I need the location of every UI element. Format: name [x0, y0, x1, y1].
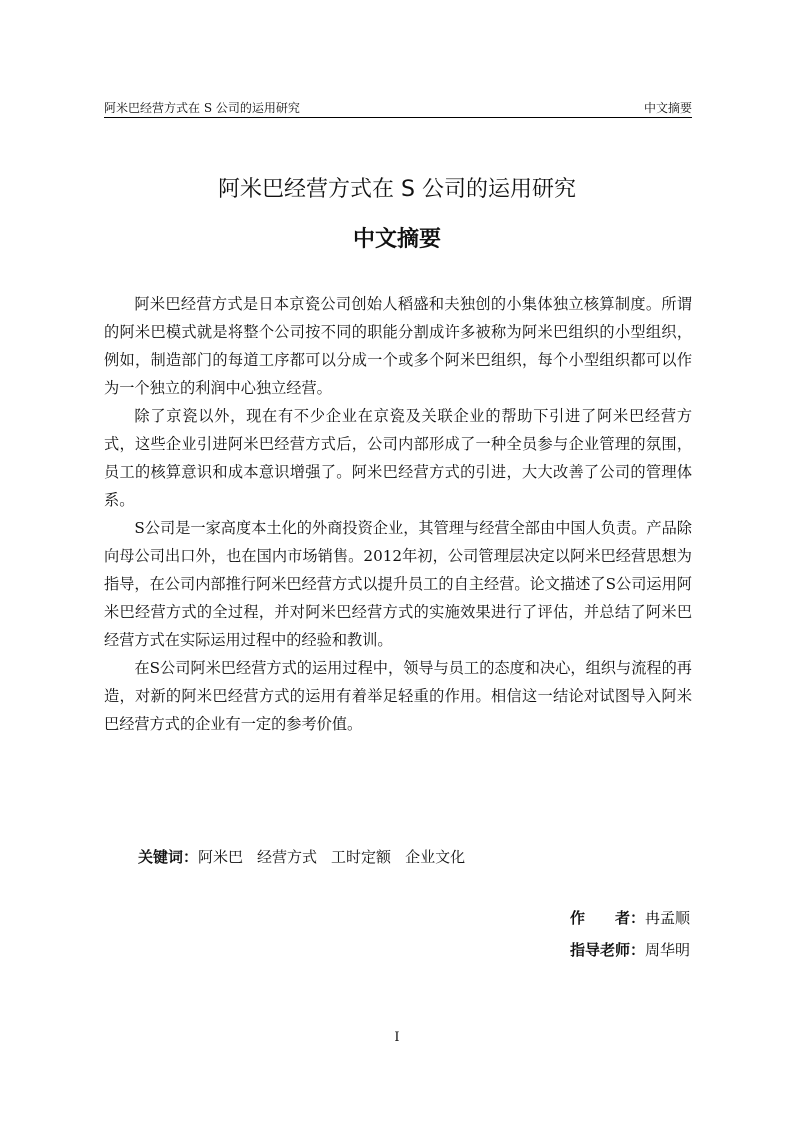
abstract-heading: 中文摘要	[352, 227, 441, 252]
author-label: 作 者：	[569, 909, 645, 927]
advisor-name: 周华明	[644, 941, 690, 959]
page-number: I	[394, 1030, 400, 1045]
keywords-label: 关键词：	[138, 848, 199, 866]
running-header	[104, 97, 692, 118]
keyword: 阿米巴	[198, 848, 244, 866]
author-line	[570, 902, 690, 934]
abstract-paragraph-3: S公司是一家高度本土化的外商投资企业，其管理与经营全部由中国人负责。产品除向母公司出口外，也在国内市场销售。2012年初，公司管理层决定以阿米巴经营思想为指导，在公司内部推行阿米巴经营方式以提升员工的自主经营。论文描述了S公司运用阿米巴经营方式的全过程，并对阿米巴经营方式的实施效果进行了评估，并总结了阿米巴经营方式在实际运用过程中的经验和教训。	[104, 519, 692, 649]
abstract-body	[104, 290, 692, 738]
abstract-paragraph-2: 除了京瓷以外，现在有不少企业在京瓷及关联企业的帮助下引进了阿米巴经营方式，这些企业引进阿米巴经营方式后，公司内部形成了一种全员参与企业管理的氛围，员工的核算意识和成本意识增强了。阿米巴经营方式的引进，大大改善了公司的管理体系。	[104, 407, 692, 509]
keyword: 经营方式	[257, 848, 318, 866]
author-block	[570, 902, 690, 966]
header-section-name: 中文摘要	[643, 101, 692, 115]
header-thesis-title: 阿米巴经营方式在 S 公司的运用研究	[104, 101, 300, 115]
document-title: 阿米巴经营方式在 S 公司的运用研究	[218, 177, 576, 202]
abstract-paragraph-1: 阿米巴经营方式是日本京瓷公司创始人稻盛和夫独创的小集体独立核算制度。所谓的阿米巴模式就是将整个公司按不同的职能分割成许多被称为阿米巴组织的小型组织，例如，制造部门的每道工序都可以分成一个或多个阿米巴组织，每个小型组织都可以作为一个独立的利润中心独立经营。	[104, 295, 692, 397]
advisor-label: 指导老师：	[569, 941, 645, 959]
keyword: 工时定额	[331, 848, 392, 866]
keywords-line	[138, 846, 479, 867]
author-name: 冉孟顺	[644, 909, 690, 927]
advisor-line	[570, 934, 690, 966]
keyword: 企业文化	[405, 848, 466, 866]
abstract-paragraph-4: 在S公司阿米巴经营方式的运用过程中，领导与员工的态度和决心，组织与流程的再造，对新的阿米巴经营方式的运用有着举足轻重的作用。相信这一结论对试图导入阿米巴经营方式的企业有一定的参考价值。	[104, 659, 692, 733]
